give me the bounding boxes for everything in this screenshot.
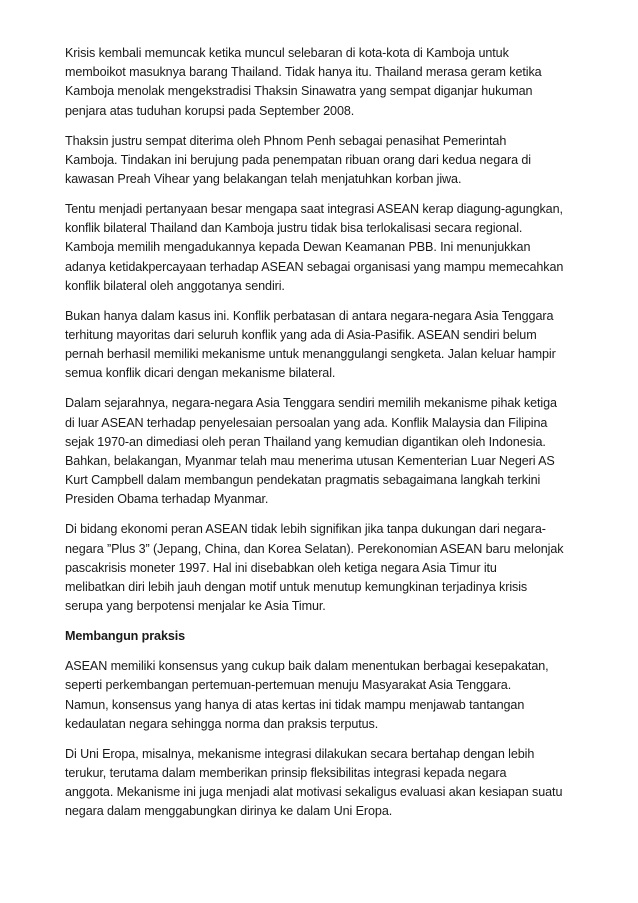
paragraph-4: Bukan hanya dalam kasus ini. Konflik perbatasan di antara negara-negara Asia Tenggara terhitung mayoritas dari seluruh konflik yang ada di Asia-Pasifik. ASEAN sendiri belum pernah berhasil memiliki mekanisme untuk menanggulangi sengketa. Jalan keluar hampir semua konflik dicari dengan mekanisme bilateral.	[65, 308, 556, 381]
section-heading: Membangun praksis	[65, 629, 186, 644]
paragraph-1: Krisis kembali memuncak ketika muncul selebaran di kota-kota di Kamboja untuk memboikot masuknya barang Thailand. Tidak hanya itu. Thailand merasa geram ketika Kamboja menolak mengekstradisi Thaksin Sinawatra yang sempat diganjar hukuman penjara atas tuduhan korupsi pada September 2008.	[65, 46, 542, 118]
paragraph-5: Dalam sejarahnya, negara-negara Asia Tenggara sendiri memilih mekanisme pihak ketiga di luar ASEAN terhadap penyelesaian persoalan yang ada. Konflik Malaysia dan Filipina sejak 1970-an dimediasi oleh peran Thailand yang kemudian digantikan oleh Indonesia. Bahkan, belakangan, Myanmar telah mau menerima utusan Kementerian Luar Negeri AS Kurt Campbell dalam membangun pendekatan pragmatis sebagaimana langkah terkini Presiden Obama terhadap Myanmar.	[65, 396, 557, 507]
paragraph-7: ASEAN memiliki konsensus yang cukup baik dalam menentukan berbagai kesepakatan, seperti perkembangan pertemuan-pertemuan menuju Masyarakat Asia Tenggara. Namun, konsensus yang hanya di atas kertas ini tidak mampu menjawab tantangan kedaulatan negara sehingga norma dan praksis terputus.	[65, 659, 549, 731]
paragraph-6: Di bidang ekonomi peran ASEAN tidak lebih signifikan jika tanpa dukungan dari negara- negara ”Plus 3” (Jepang, China, dan Korea Selatan). Perekonomian ASEAN baru melonjak pascakrisis moneter 1997. Hal ini disebabkan oleh ketiga negara Asia Timur itu melibatkan diri lebih jauh dengan motif untuk menutup kemungkinan terjadinya krisis serupa yang berpotensi menjalar ke Asia Timur.	[65, 522, 564, 614]
paragraph-2: Thaksin justru sempat diterima oleh Phnom Penh sebagai penasihat Pemerintah Kamboja. Tindakan ini berujung pada penempatan ribuan orang dari kedua negara di kawasan Preah Vihear yang belakangan telah menjatuhkan korban jiwa.	[65, 133, 532, 187]
paragraph-3: Tentu menjadi pertanyaan besar mengapa saat integrasi ASEAN kerap diagung-agungkan, konflik bilateral Thailand dan Kamboja justru tidak bisa terlokalisasi secara regional. Kamboja memilih mengadukannya kepada Dewan Keamanan PBB. Ini menunjukkan adanya ketidakpercayaan terhadap ASEAN sebagai organisasi yang mampu memecahkan konflik bilateral oleh anggotanya sendiri.	[65, 202, 564, 293]
paragraph-8: Di Uni Eropa, misalnya, mekanisme integrasi dilakukan secara bertahap dengan lebih terukur, terutama dalam memberikan prinsip fleksibilitas integrasi kepada negara anggota. Mekanisme ini juga menjadi alat motivasi sekaligus evaluasi akan kesiapan suatu negara dalam menggabungkan dirinya ke dalam Uni Eropa.	[65, 746, 563, 819]
